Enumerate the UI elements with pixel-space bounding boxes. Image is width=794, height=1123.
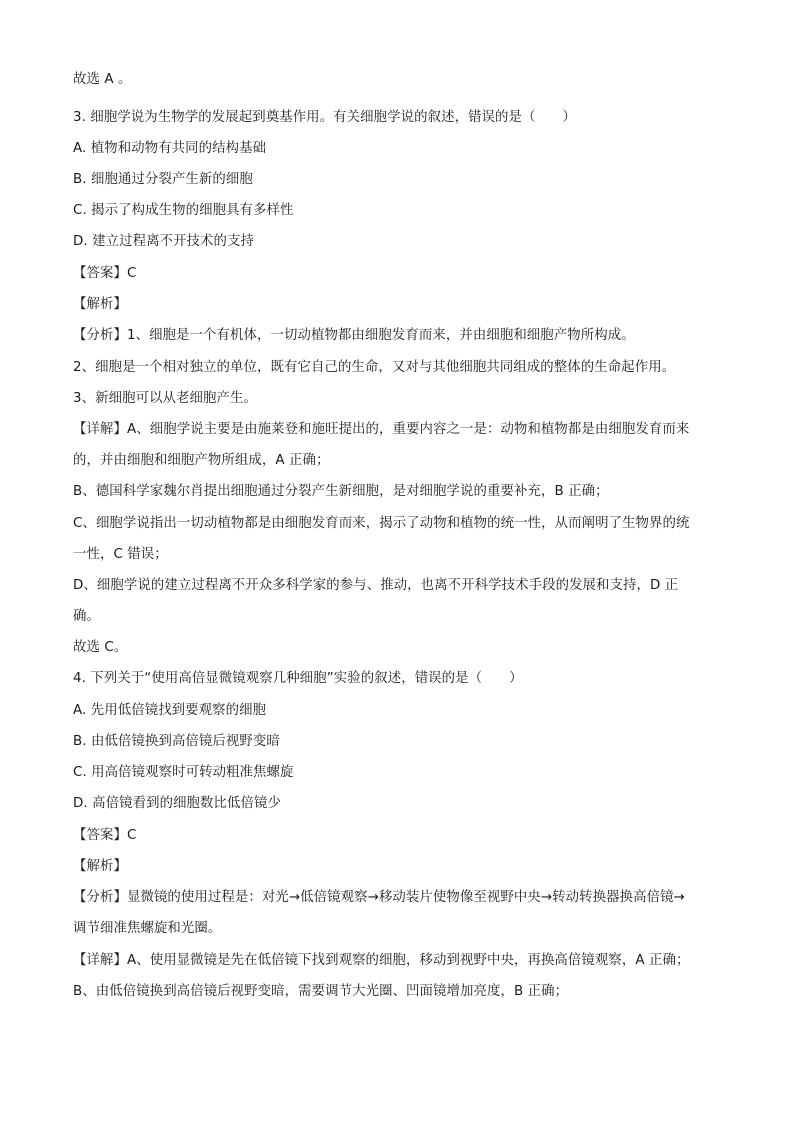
detail-text: 的，并由细胞和细胞产物所组成，A 正确；	[73, 453, 330, 468]
analysis-text: 2、细胞是一个相对独立的单位，既有它自己的生命，又对与其他细胞共同组成的整体的生命起作用。	[73, 360, 676, 375]
option-a: A. 先用低倍镜找到要观察的细胞	[73, 703, 267, 718]
answer-conclusion: 故选 A 。	[73, 72, 132, 87]
option-b: B. 细胞通过分裂产生新的细胞	[73, 172, 253, 187]
answer-label: 【答案】C	[73, 266, 137, 281]
detail-text: D、细胞学说的建立过程离不开众多科学家的参与、推动，也离不开科学技术手段的发展和支持，D 正	[73, 578, 679, 593]
analysis-text: 【分析】显微镜的使用过程是：对光→低倍镜观察→移动装片使物像至视野中央→转动转换器换高倍镜→	[73, 890, 685, 905]
option-c: C. 揭示了构成生物的细胞具有多样性	[73, 203, 294, 218]
answer-label: 【答案】C	[73, 828, 137, 843]
analysis-heading: 【解析】	[73, 859, 127, 874]
analysis-text: 调节细准焦螺旋和光圈。	[73, 921, 222, 936]
detail-text: B、由低倍镜换到高倍镜后视野变暗，需要调节大光圈、凹面镜增加亮度，B 正确；	[73, 984, 569, 999]
option-d: D. 建立过程离不开技术的支持	[73, 234, 255, 249]
detail-text: 一性，C 错误；	[73, 547, 168, 562]
detail-text: B、德国科学家魏尔肖提出细胞通过分裂产生新细胞，是对细胞学说的重要补充，B 正确；	[73, 484, 609, 499]
question-stem: 4. 下列关于“使用高倍显微镜观察几种细胞”实验的叙述，错误的是（ ）	[73, 671, 523, 686]
analysis-text: 3、新细胞可以从老细胞产生。	[73, 391, 257, 406]
answer-conclusion: 故选 C。	[73, 640, 128, 655]
analysis-text: 【分析】1、细胞是一个有机体，一切动植物都由细胞发育而来，并由细胞和细胞产物所构成。	[73, 328, 635, 343]
detail-text: 【详解】A、细胞学说主要是由施莱登和施旺提出的，重要内容之一是：动物和植物都是由细胞发育而来	[73, 422, 690, 437]
question-stem: 3. 细胞学说为生物学的发展起到奠基作用。有关细胞学说的叙述，错误的是（ ）	[73, 110, 576, 125]
option-d: D. 高倍镜看到的细胞数比低倍镜少	[73, 796, 281, 811]
option-c: C. 用高倍镜观察时可转动粗准焦螺旋	[73, 765, 294, 780]
detail-text: 确。	[73, 609, 100, 624]
option-a: A. 植物和动物有共同的结构基础	[73, 141, 267, 156]
analysis-heading: 【解析】	[73, 297, 127, 312]
option-b: B. 由低倍镜换到高倍镜后视野变暗	[73, 734, 280, 749]
detail-text: 【详解】A、使用显微镜是先在低倍镜下找到观察的细胞，移动到视野中央，再换高倍镜观察，A 正确；	[73, 953, 690, 968]
detail-text: C、细胞学说指出一切动植物都是由细胞发育而来，揭示了动物和植物的统一性，从而阐明了生物界的统	[73, 516, 690, 531]
